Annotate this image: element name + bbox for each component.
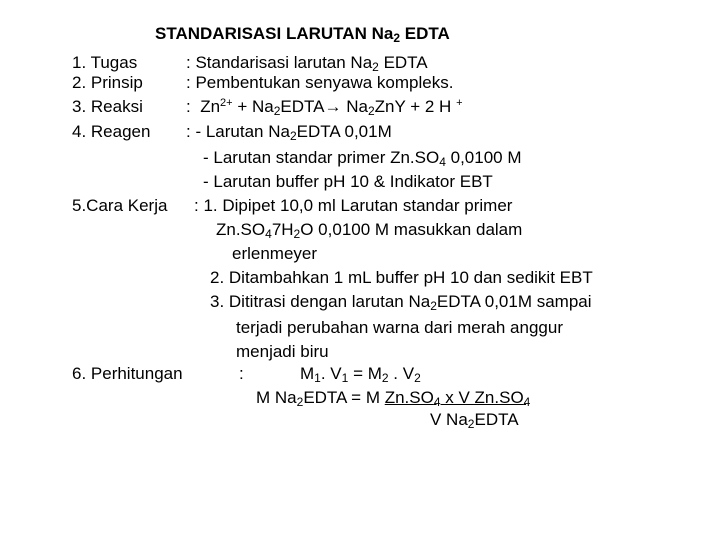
reagen-label: 4. Reagen	[72, 122, 151, 141]
reaksi-label: 3. Reaksi	[72, 97, 143, 116]
tugas-label: 1. Tugas	[72, 53, 138, 72]
prinsip-text: : Pembentukan senyawa kompleks.	[186, 73, 454, 92]
tugas-text: : Standarisasi larutan $Na_2$ EDTA	[186, 53, 428, 74]
cara-kerja-label: 5.Cara Kerja	[72, 196, 168, 215]
cara-kerja-step-1b: $Zn.SO_47H_2O$ 0,0100 M masukkan dalam	[216, 220, 523, 241]
cara-kerja-step-2: 2. Ditambahkan 1 mL buffer pH 10 dan sedikit EBT	[210, 268, 593, 287]
page-title: STANDARISASI LARUTAN $Na_2$ EDTA	[155, 24, 450, 45]
cara-kerja-step-1c: erlenmeyer	[232, 244, 318, 263]
perhitungan-label: 6. Perhitungan	[72, 364, 183, 383]
reaksi-equation: : $Zn^{2+}$ + $Na_2EDTA\to Na_2ZnY + 2$ H +	[186, 97, 463, 118]
cara-kerja-step-3c: menjadi biru	[236, 342, 329, 361]
perhitungan-numerator: $Zn.SO_4$ x V $Zn.SO_4$	[384, 388, 531, 409]
cara-kerja-step-1a: : 1. Dipipet 10,0 ml Larutan standar primer	[194, 196, 513, 215]
perhitungan-eq-2: M $Na_2EDTA = M$ $Zn.SO_4$ x V $Zn.SO_4$	[256, 388, 531, 409]
reagen-item-1: : - Larutan $Na_2EDTA$ 0,01M	[186, 122, 392, 143]
cara-kerja-step-3a: 3. Dititrasi dengan larutan $Na_2EDTA$ 0,01M sampai	[210, 292, 592, 313]
perhitungan-colon: :	[239, 364, 244, 383]
reaction-arrow-icon: →	[324, 97, 342, 116]
perhitungan-eq-3: V $Na_2EDTA$	[430, 410, 519, 431]
perhitungan-eq-1: $M_1$. $V_1 = M_2$ . $V_2$	[300, 364, 421, 385]
reagen-item-3: - Larutan buffer pH 10 & Indikator EBT	[203, 172, 493, 191]
reagen-item-2: - Larutan standar primer $Zn.SO_4$ 0,0100 M	[203, 148, 522, 169]
cara-kerja-step-3b: terjadi perubahan warna dari merah anggur	[236, 318, 563, 337]
prinsip-label: 2. Prinsip	[72, 73, 143, 92]
